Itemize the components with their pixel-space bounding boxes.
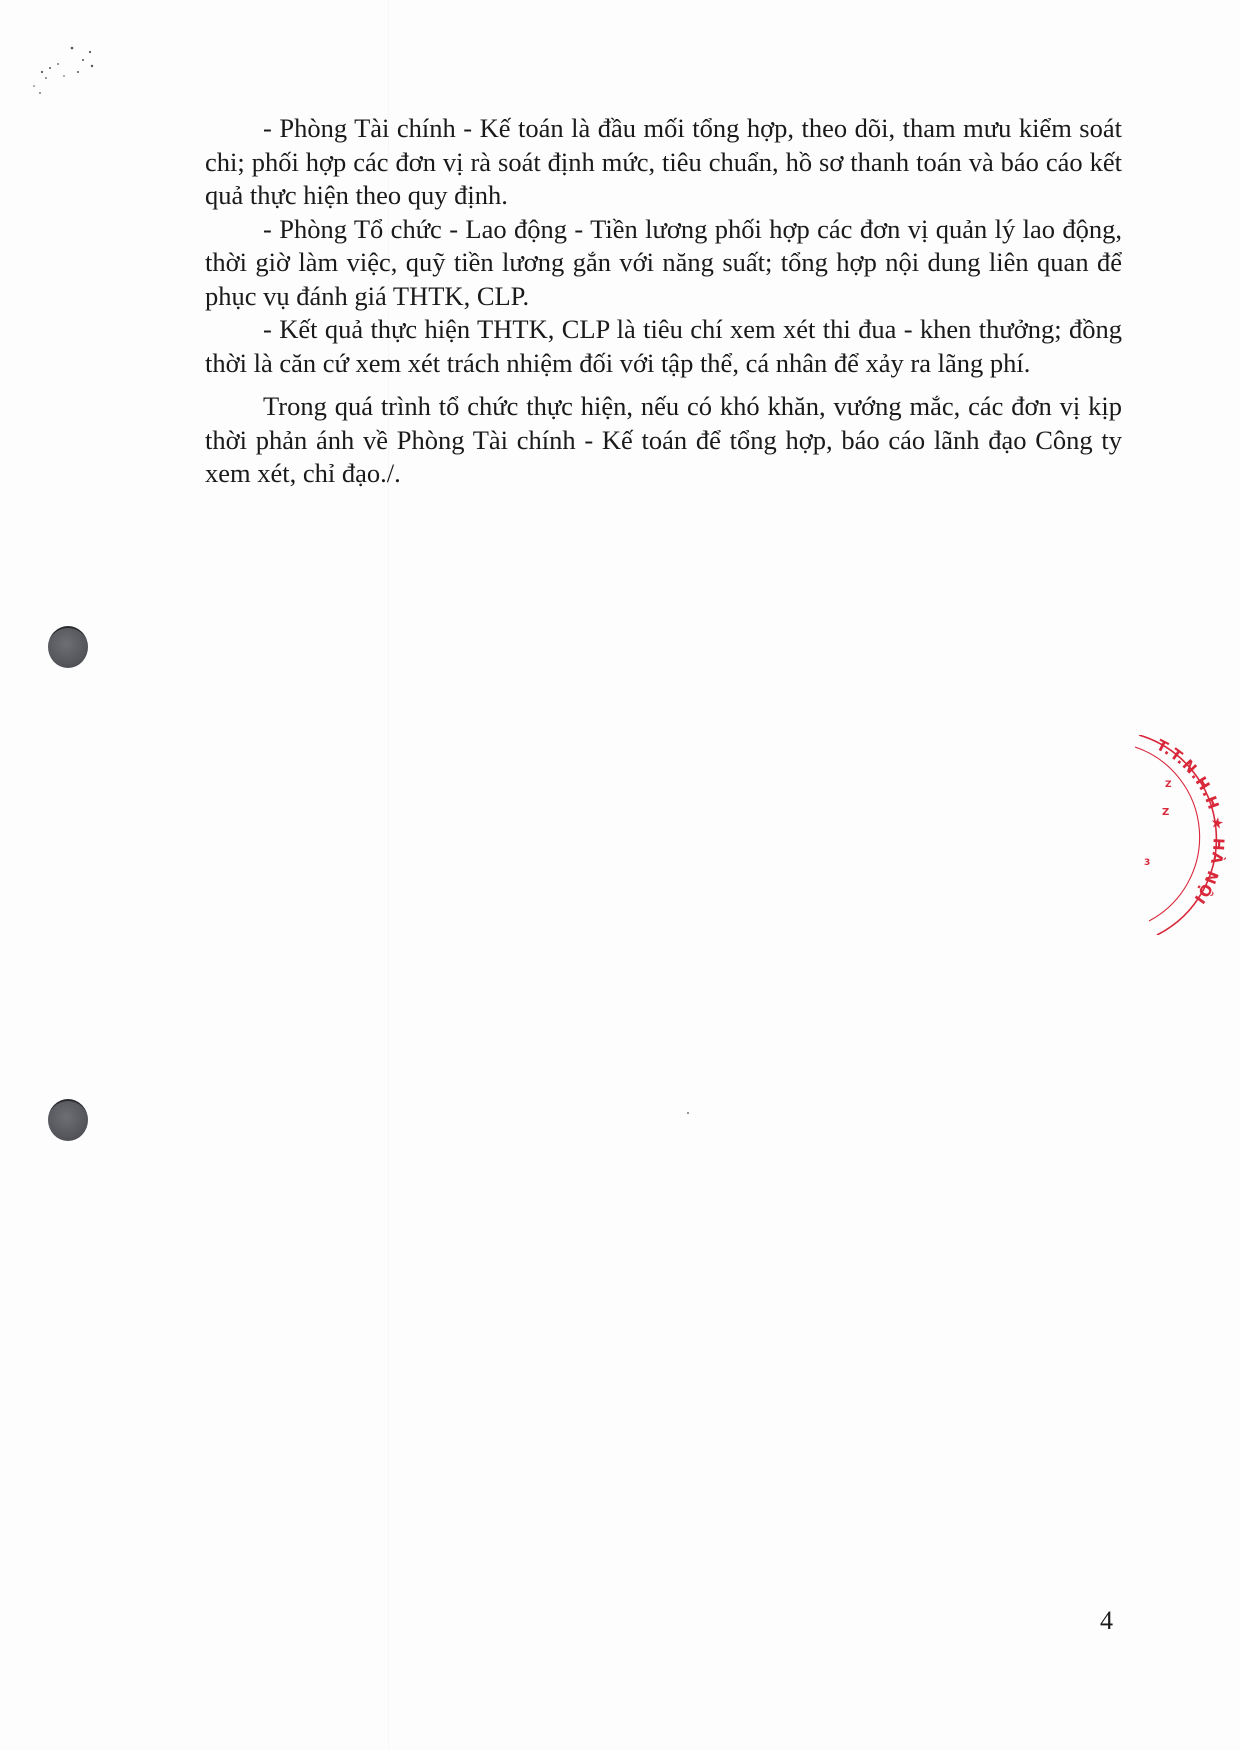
document-body xyxy=(205,112,1122,491)
paragraph-finance-department: - Phòng Tài chính - Kế toán là đầu mối tổng hợp, theo dõi, tham mưu kiểm soát chi; phối hợp các đơn vị rà soát định mức, tiêu chuẩn, hồ sơ thanh toán và báo cáo kết quả thực hiện theo quy định. xyxy=(205,113,1122,210)
punch-hole-top xyxy=(48,626,88,668)
company-seal-stamp xyxy=(1135,735,1240,935)
page-number: 4 xyxy=(1100,1606,1113,1635)
svg-text:Z: Z xyxy=(1162,807,1170,818)
svg-text:Z: Z xyxy=(1165,780,1172,790)
scan-speck xyxy=(687,1112,689,1114)
paragraph-hr-department: - Phòng Tổ chức - Lao động - Tiền lương phối hợp các đơn vị quản lý lao động, thời giờ làm việc, quỹ tiền lương gắn với năng suất; tổng hợp nội dung liên quan để phục vụ đánh giá THTK, CLP. xyxy=(205,213,1122,311)
scan-marks xyxy=(20,38,100,98)
svg-text:T.T.N.H.H ★ HÀ NỘI: T.T.N.H.H ★ HÀ NỘI xyxy=(1153,735,1228,908)
paragraph-results-criteria: - Kết quả thực hiện THTK, CLP là tiêu chí xem xét thi đua - khen thưởng; đồng thời là căn cứ xem xét trách nhiệm đối với tập thể, cá nhân để xảy ra lãng phí. xyxy=(205,314,1122,378)
punch-hole-bottom xyxy=(48,1099,88,1141)
svg-text:3: 3 xyxy=(1144,858,1151,868)
paragraph-closing: Trong quá trình tổ chức thực hiện, nếu có khó khăn, vướng mắc, các đơn vị kịp thời phản ánh về Phòng Tài chính - Kế toán để tổng hợp, báo cáo lãnh đạo Công ty xem xét, chỉ đạo./. xyxy=(205,391,1122,488)
